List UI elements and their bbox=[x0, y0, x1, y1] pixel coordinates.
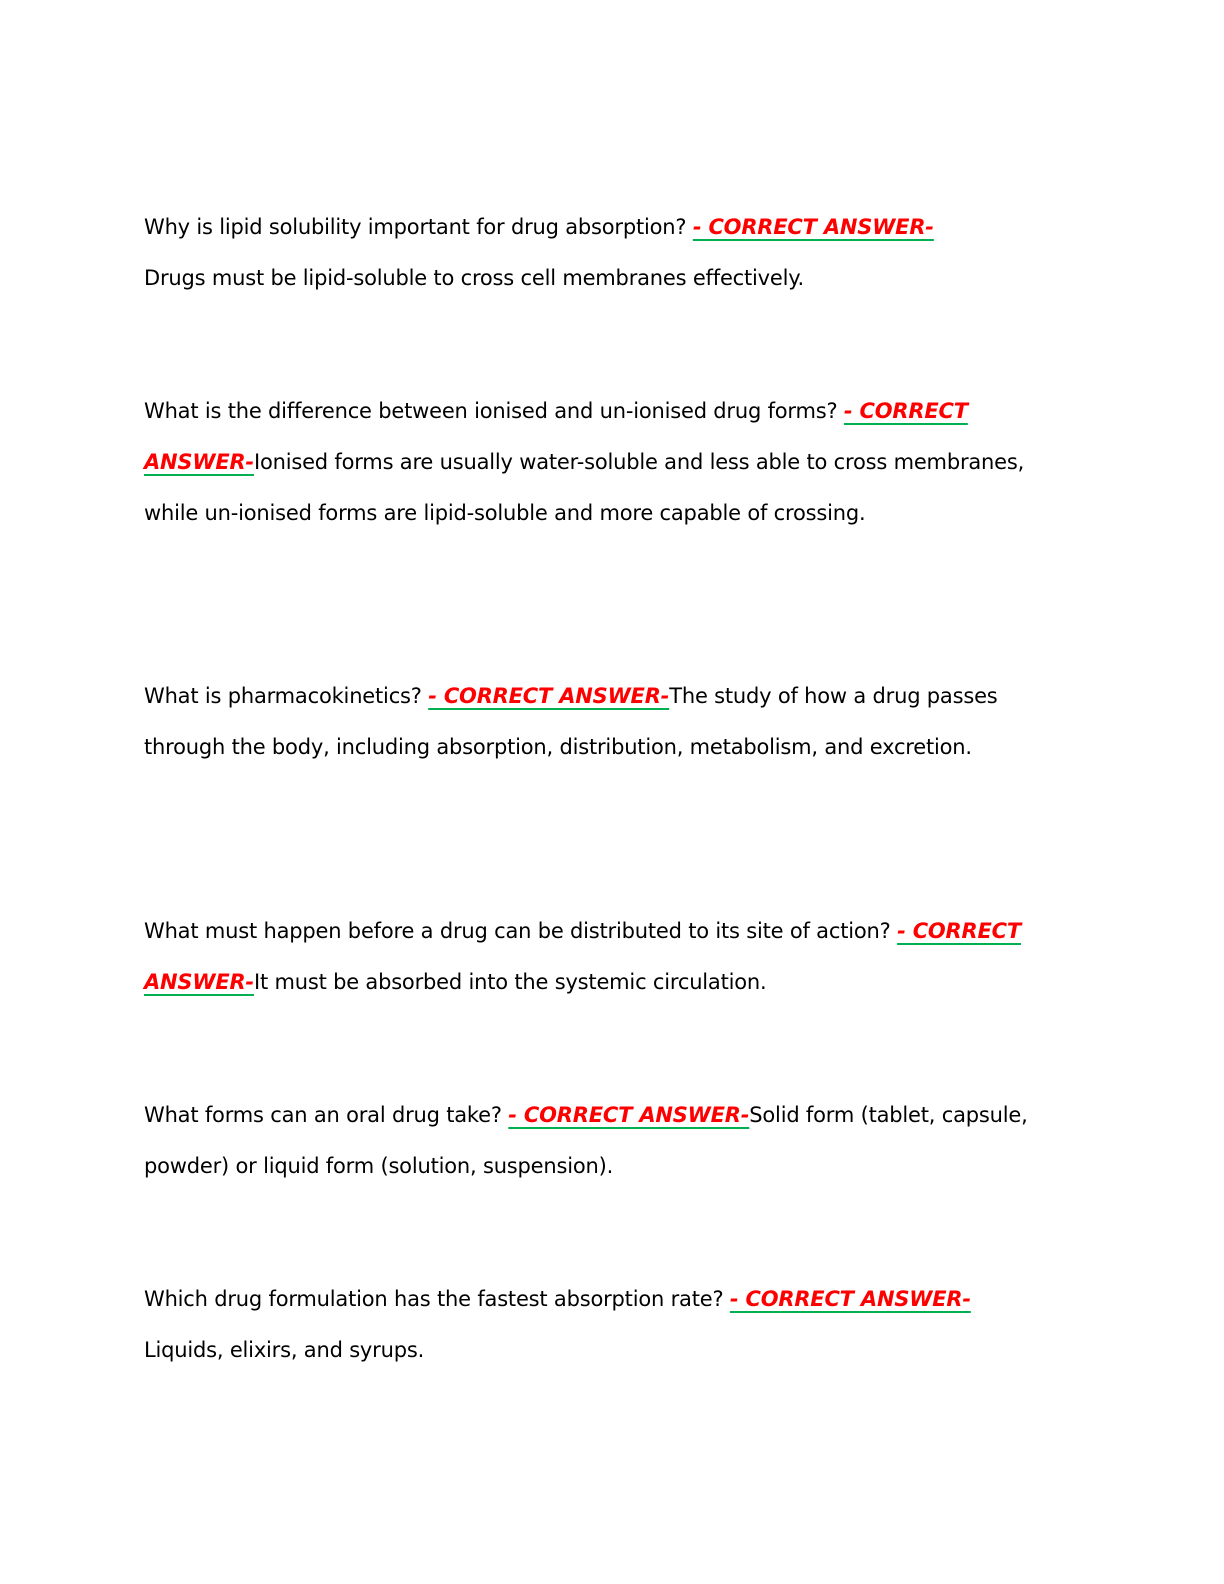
answer-text: It must be absorbed into the systemic circulation. bbox=[253, 970, 767, 994]
answer-text: Solid form (tablet, capsule, powder) or liquid form (solution, suspension). bbox=[144, 1103, 1028, 1178]
question-text: Why is lipid solubility important for drug absorption? bbox=[144, 215, 687, 239]
qa-item bbox=[144, 906, 1074, 1008]
question-text: What is pharmacokinetics? bbox=[144, 684, 422, 708]
qa-item bbox=[144, 1274, 1074, 1376]
question-text: What is the difference between ionised and un-ionised drug forms? bbox=[144, 399, 838, 423]
question-text: What forms can an oral drug take? bbox=[144, 1103, 502, 1127]
question-text: What must happen before a drug can be distributed to its site of action? bbox=[144, 919, 891, 943]
qa-item bbox=[144, 1090, 1074, 1192]
answer-text: Liquids, elixirs, and syrups. bbox=[144, 1338, 425, 1362]
answer-text: Ionised forms are usually water-soluble and less able to cross membranes, while un-ionised forms are lipid-soluble and more capable of crossing. bbox=[144, 450, 1025, 525]
answer-text: Drugs must be lipid-soluble to cross cell membranes effectively. bbox=[144, 266, 804, 290]
correct-answer-marker: - CORRECT ANSWER- bbox=[729, 1287, 971, 1311]
qa-item bbox=[144, 671, 1074, 773]
correct-answer-marker: - CORRECT ANSWER- bbox=[144, 919, 1021, 994]
correct-answer-marker: - CORRECT ANSWER- bbox=[508, 1103, 750, 1127]
correct-answer-marker: - CORRECT ANSWER- bbox=[144, 399, 968, 474]
correct-answer-marker: - CORRECT ANSWER- bbox=[692, 215, 934, 239]
answer-text: The study of how a drug passes through the body, including absorption, distribution, metabolism, and excretion. bbox=[144, 684, 998, 759]
correct-answer-marker: - CORRECT ANSWER- bbox=[428, 684, 670, 708]
question-text: Which drug formulation has the fastest absorption rate? bbox=[144, 1287, 724, 1311]
qa-item bbox=[144, 386, 1074, 539]
qa-item bbox=[144, 202, 1074, 304]
